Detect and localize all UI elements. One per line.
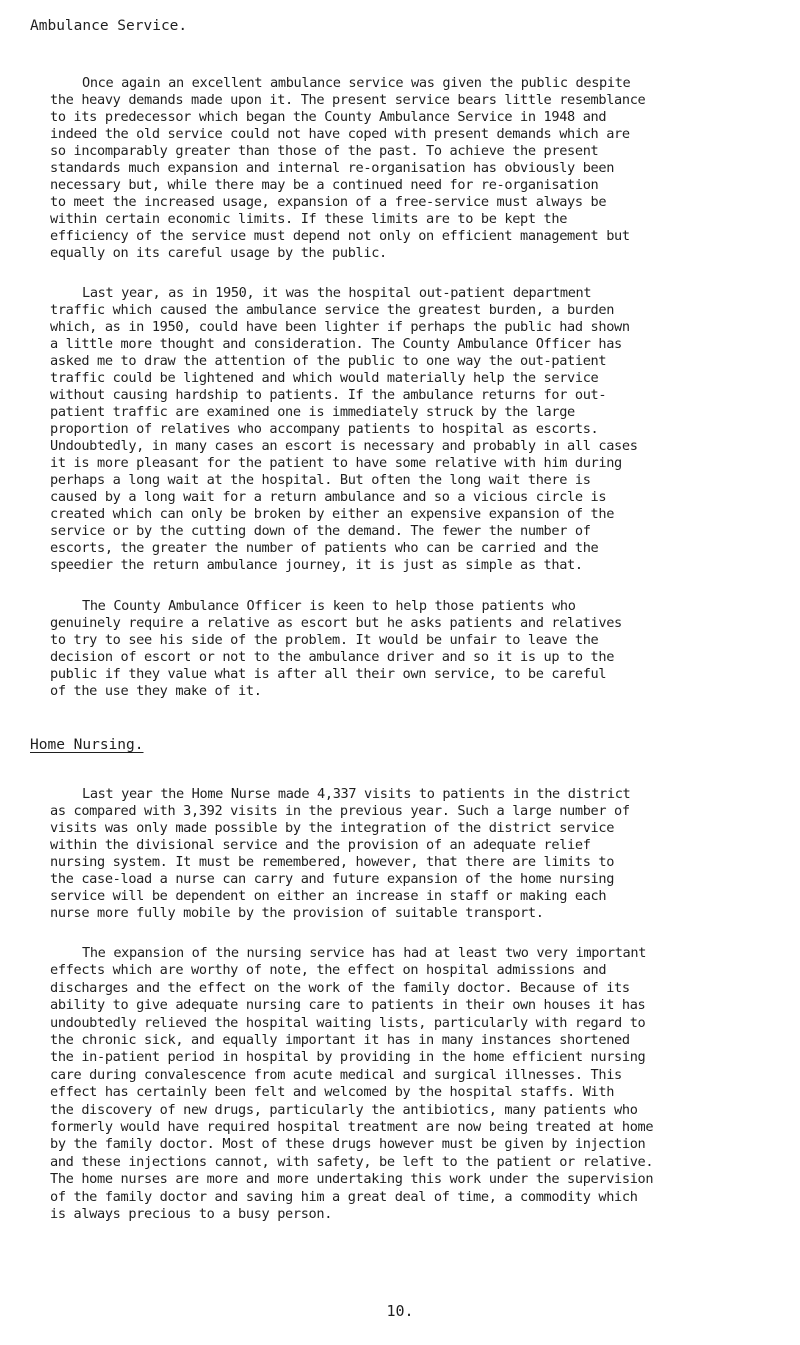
text-line: standards much expansion and internal re-organisation has obviously been (50, 160, 615, 176)
text-line: formerly would have required hospital treatment are now being treated at home (50, 1119, 654, 1136)
text-line: traffic which caused the ambulance service the greatest burden, a burden (50, 302, 615, 318)
text-line: the heavy demands made upon it. The present service bears little resemblance (50, 92, 646, 108)
text-line: effects which are worthy of note, the effect on hospital admissions and (50, 962, 607, 979)
ambulance-paragraph-3 (50, 598, 772, 700)
text-line: escorts, the greater the number of patients who can be carried and the (50, 540, 599, 556)
text-line: care during convalescence from acute medical and surgical illnesses. This (50, 1066, 622, 1083)
ambulance-paragraph-1 (50, 75, 772, 262)
text-line: service or by the cutting down of the demand. The fewer the number of (50, 523, 591, 539)
text-line: Last year the Home Nurse made 4,337 visits to patients in the district (82, 786, 631, 802)
text-line: so incomparably greater than those of the past. To achieve the present (50, 143, 599, 159)
text-line: the in-patient period in hospital by providing in the home efficient nursing (50, 1049, 646, 1066)
text-line: visits was only made possible by the integration of the district service (50, 820, 615, 836)
text-line: by the family doctor. Most of these drugs however must be given by injection (50, 1136, 646, 1153)
text-line: discharges and the effect on the work of the family doctor. Because of its (50, 979, 630, 996)
text-line: indeed the old service could not have coped with present demands which are (50, 126, 630, 142)
text-line: caused by a long wait for a return ambulance and so a vicious circle is (50, 489, 607, 505)
text-line: public if they value what is after all their own service, to be careful (50, 666, 607, 682)
text-line: of the family doctor and saving him a great deal of time, a commodity which (50, 1188, 638, 1205)
text-line: to try to see his side of the problem. It would be unfair to leave the (50, 632, 599, 648)
text-line: effect has certainly been felt and welcomed by the hospital staffs. With (50, 1084, 615, 1101)
text-line: as compared with 3,392 visits in the previous year. Such a large number of (50, 803, 630, 819)
text-line: patient traffic are examined one is immediately struck by the large (50, 404, 575, 420)
text-line: proportion of relatives who accompany patients to hospital as escorts. (50, 421, 599, 437)
text-line: created which can only be broken by either an expensive expansion of the (50, 506, 615, 522)
text-line: asked me to draw the attention of the public to one way the out-patient (50, 353, 607, 369)
text-line: decision of escort or not to the ambulance driver and so it is up to the (50, 649, 615, 665)
text-line: service will be dependent on either an increase in staff or making each (50, 888, 607, 904)
ambulance-paragraph-2 (50, 285, 772, 574)
text-line: speedier the return ambulance journey, it is just as simple as that. (50, 557, 583, 573)
text-line: The County Ambulance Officer is keen to help those patients who (82, 598, 576, 614)
text-line: a little more thought and consideration. The County Ambulance Officer has (50, 336, 622, 352)
home-nursing-heading: Home Nursing. (30, 737, 144, 753)
home-nursing-paragraph-1 (50, 786, 772, 922)
page-number: 10. (386, 1302, 414, 1320)
text-line: without causing hardship to patients. If the ambulance returns for out- (50, 387, 607, 403)
text-line: is always precious to a busy person. (50, 1206, 333, 1223)
text-line: it is more pleasant for the patient to have some relative with him during (50, 455, 622, 471)
text-line: undoubtedly relieved the hospital waiting lists, particularly with regard to (50, 1014, 646, 1031)
text-line: Last year, as in 1950, it was the hospital out-patient department (82, 285, 592, 301)
text-line: which, as in 1950, could have been lighter if perhaps the public had shown (50, 319, 630, 335)
text-line: the chronic sick, and equally important it has in many instances shortened (50, 1032, 630, 1049)
text-line: The home nurses are more and more undertaking this work under the supervision (50, 1171, 654, 1188)
home-nursing-paragraph-2 (50, 945, 772, 1224)
text-line: the discovery of new drugs, particularly the antibiotics, many patients who (50, 1101, 638, 1118)
text-line: and these injections cannot, with safety, be left to the patient or relative. (50, 1153, 654, 1170)
text-line: within certain economic limits. If these limits are to be kept the (50, 211, 568, 227)
ambulance-service-heading: Ambulance Service. (30, 18, 188, 34)
text-line: of the use they make of it. (50, 683, 262, 699)
text-line: nursing system. It must be remembered, however, that there are limits to (50, 854, 615, 870)
text-line: perhaps a long wait at the hospital. But often the long wait there is (50, 472, 591, 488)
text-line: ability to give adequate nursing care to patients in their own houses it has (50, 997, 646, 1014)
text-line: Once again an excellent ambulance service was given the public despite (82, 75, 631, 91)
text-line: genuinely require a relative as escort but he asks patients and relatives (50, 615, 622, 631)
text-line: necessary but, while there may be a continued need for re-organisation (50, 177, 599, 193)
text-line: Undoubtedly, in many cases an escort is necessary and probably in all cases (50, 438, 638, 454)
text-line: efficiency of the service must depend not only on efficient management but (50, 228, 630, 244)
text-line: to its predecessor which began the County Ambulance Service in 1948 and (50, 109, 607, 125)
text-line: to meet the increased usage, expansion of a free-service must always be (50, 194, 607, 210)
text-line: within the divisional service and the provision of an adequate relief (50, 837, 591, 853)
text-line: equally on its careful usage by the public. (50, 245, 387, 261)
text-line: the case-load a nurse can carry and future expansion of the home nursing (50, 871, 615, 887)
text-line: traffic could be lightened and which would materially help the service (50, 370, 599, 386)
text-line: The expansion of the nursing service has had at least two very important (82, 945, 647, 961)
text-line: nurse more fully mobile by the provision of suitable transport. (50, 905, 544, 921)
